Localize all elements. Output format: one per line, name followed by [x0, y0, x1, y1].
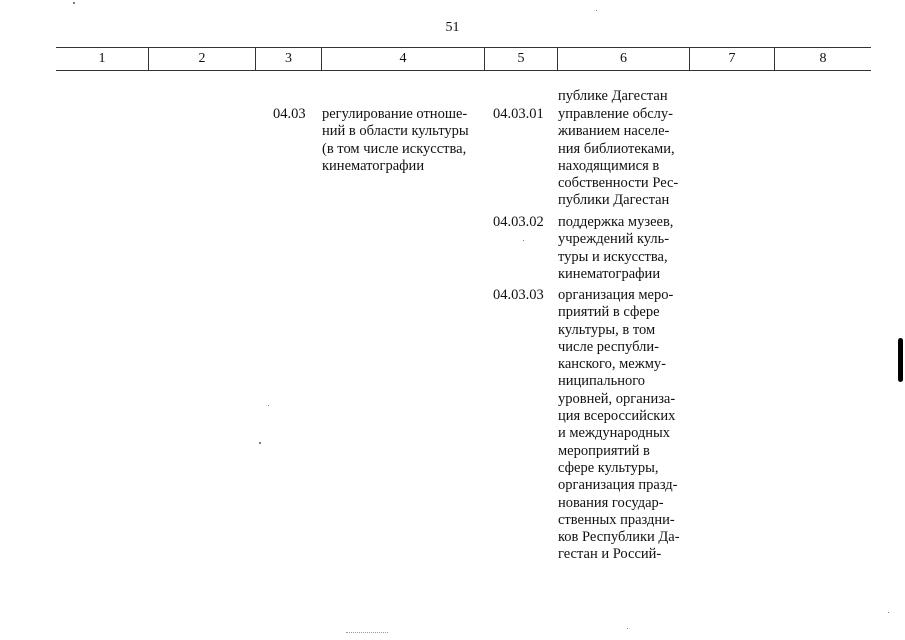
subsection-line: культуры, в том: [558, 321, 656, 338]
subsection-line: числе республи-: [558, 338, 659, 355]
column-header-3: 3: [255, 48, 321, 70]
column-header-4: 4: [321, 48, 484, 70]
subsection-text-04-03-01: [558, 106, 678, 210]
section-title: [322, 106, 469, 175]
column-header-2: 2: [148, 48, 255, 70]
subsection-line: управление обслу-: [558, 106, 673, 122]
subsection-line: поддержка музеев,: [558, 214, 674, 230]
subsection-line: уровней, организа-: [558, 390, 676, 407]
section-title-line: регулирование отноше-: [322, 106, 468, 122]
scan-speck: [596, 10, 597, 11]
scan-speck: [523, 240, 524, 241]
subsection-line: приятий в сфере: [558, 304, 660, 321]
subsection-line: гестан и Россий-: [558, 546, 662, 563]
subsection-line: мероприятий в: [558, 442, 650, 459]
scan-speck: [888, 612, 889, 613]
subsection-line: канского, межму-: [558, 356, 666, 373]
subsection-line: ков Республики Да-: [558, 529, 680, 546]
section-code: 04.03: [273, 106, 306, 122]
subsection-line: туры и искусства,: [558, 248, 668, 265]
column-header-6: 6: [557, 48, 689, 70]
subsection-line: ственных праздни-: [558, 511, 675, 528]
section-title-line: ний в области культуры: [322, 123, 469, 140]
subsection-line: организация празд-: [558, 477, 678, 494]
section-title-line: кинематографии: [322, 157, 425, 174]
subsection-text-04-03-02: [558, 214, 673, 283]
scan-speck: [268, 405, 269, 406]
subsection-line: ция всероссийских: [558, 408, 676, 425]
column-header-5: 5: [484, 48, 557, 70]
subsection-line: публики Дагестан: [558, 192, 670, 209]
table-header-row: [56, 47, 871, 71]
scan-speck: [627, 628, 628, 629]
scan-speck: [73, 2, 75, 4]
subsection-line: собственности Рес-: [558, 175, 679, 192]
subsection-line: ниципального: [558, 373, 646, 390]
column-header-7: 7: [689, 48, 774, 70]
subsection-line: нования государ-: [558, 494, 664, 511]
scan-edge-mark: [898, 338, 903, 382]
scan-speck: [259, 442, 261, 444]
subsection-line: и международных: [558, 425, 671, 442]
subsection-code-04-03-02: 04.03.02: [493, 214, 544, 230]
column-header-1: 1: [98, 51, 106, 66]
subsection-text-04-03-03: [558, 287, 680, 564]
page-number: 51: [445, 20, 460, 35]
subsection-line: ния библиотеками,: [558, 140, 675, 157]
subsection-line: сфере культуры,: [558, 459, 659, 476]
subsection-line: находящимися в: [558, 157, 660, 174]
subsection-code-04-03-01: 04.03.01: [493, 106, 544, 122]
subsection-line: организация меро-: [558, 287, 674, 303]
subsection-line: учреждений куль-: [558, 231, 670, 248]
subsection-code-04-03-03: 04.03.03: [493, 287, 544, 303]
subsection-line: живанием населе-: [558, 123, 670, 140]
column-header-8: 8: [774, 48, 871, 70]
scan-smudge: [346, 632, 388, 635]
continuation-line: публике Дагестан: [558, 88, 668, 104]
subsection-line: кинематографии: [558, 265, 661, 282]
section-title-line: (в том числе искусства,: [322, 140, 467, 157]
